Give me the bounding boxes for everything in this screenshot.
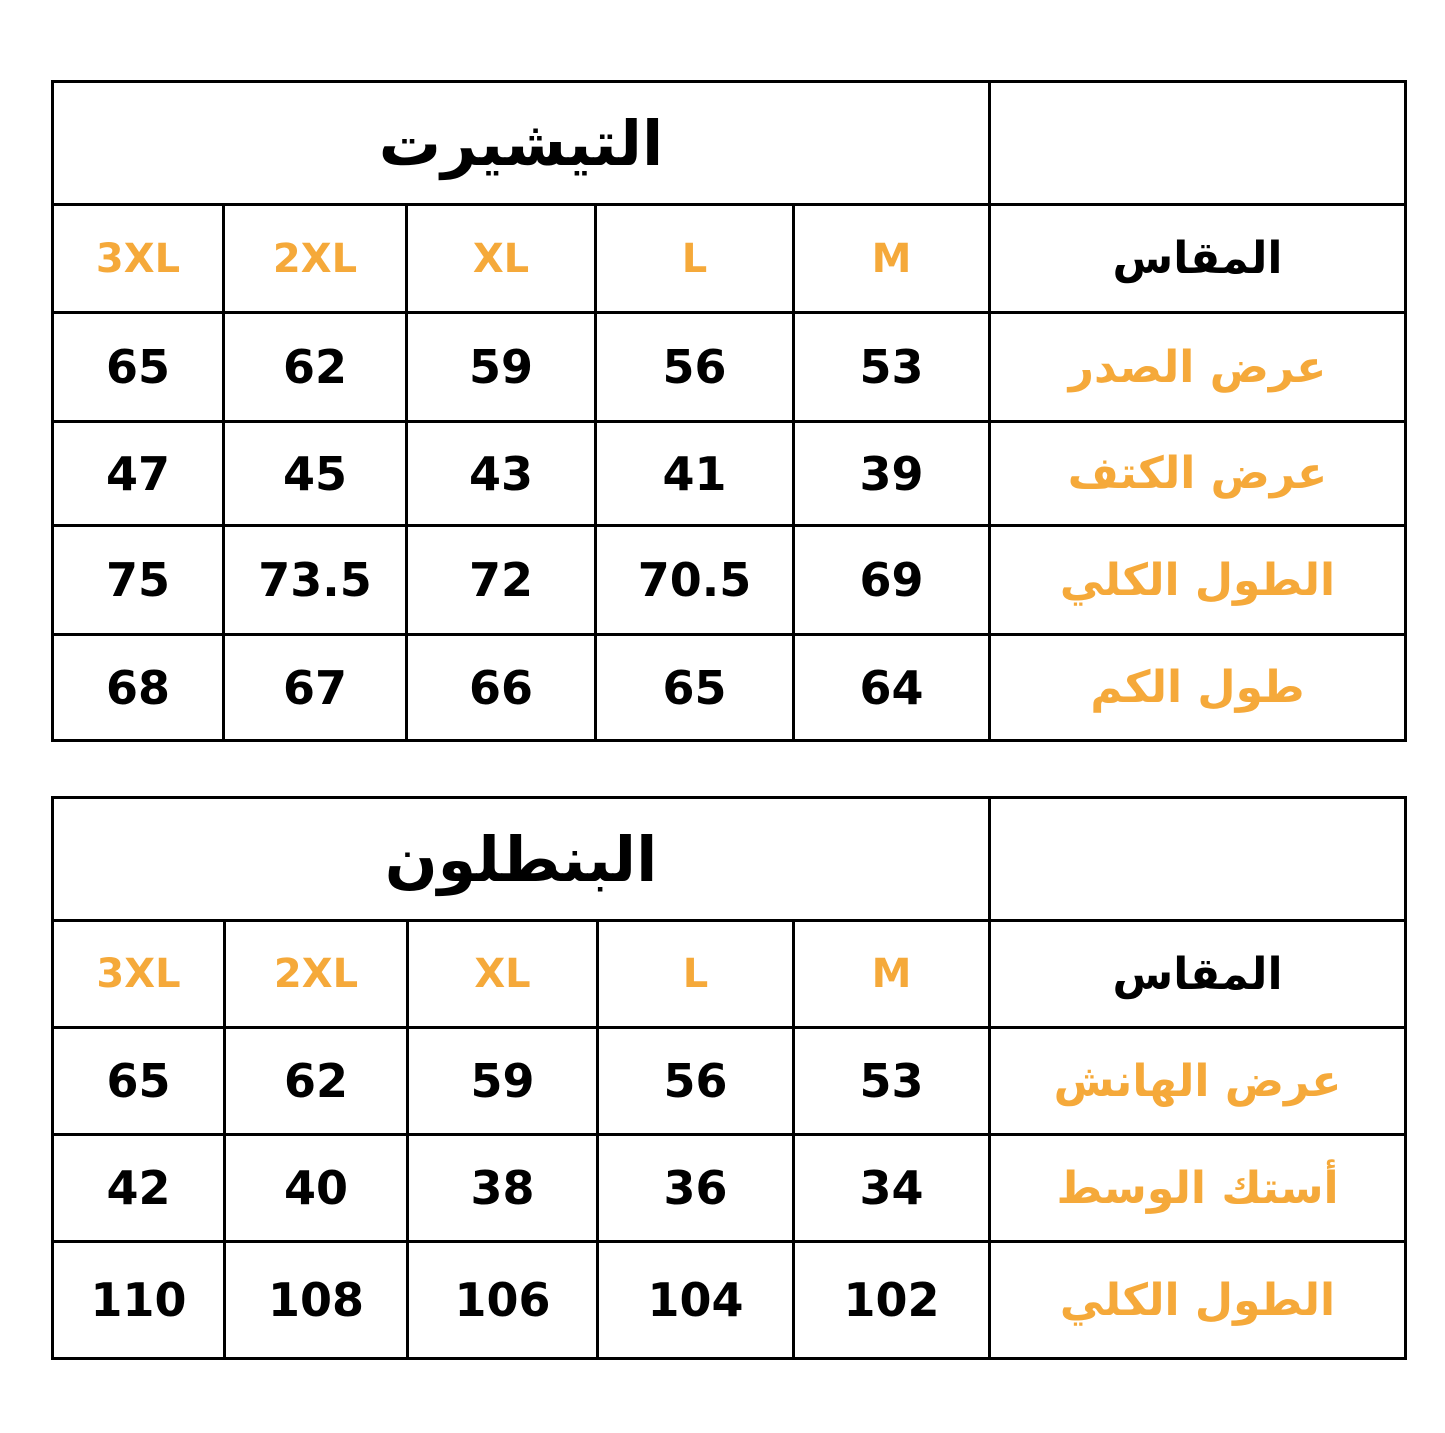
tshirt-size-3xl: 3XL bbox=[53, 205, 224, 313]
pants-hip-3xl: 65 bbox=[53, 1028, 225, 1135]
tshirt-shoulder-3xl: 47 bbox=[53, 422, 224, 526]
tshirt-chest-label: عرض الصدر bbox=[990, 313, 1406, 422]
pants-hip-m: 53 bbox=[794, 1028, 990, 1135]
tshirt-row-sleeve bbox=[53, 635, 1406, 741]
pants-title-row bbox=[53, 798, 1406, 921]
tshirt-size-row bbox=[53, 205, 1406, 313]
pants-length-3xl: 110 bbox=[53, 1242, 225, 1359]
tshirt-shoulder-label: عرض الكتف bbox=[990, 422, 1406, 526]
tshirt-length-m: 69 bbox=[794, 526, 990, 635]
tshirt-chest-l: 56 bbox=[596, 313, 794, 422]
pants-hip-label: عرض الهانش bbox=[990, 1028, 1406, 1135]
pants-title-empty-cell bbox=[990, 798, 1406, 921]
pants-size-l: L bbox=[598, 921, 794, 1028]
pants-waist-2xl: 40 bbox=[225, 1135, 408, 1242]
pants-size-table bbox=[51, 796, 1407, 1360]
pants-row-length bbox=[53, 1242, 1406, 1359]
tshirt-length-l: 70.5 bbox=[596, 526, 794, 635]
tshirt-chest-m: 53 bbox=[794, 313, 990, 422]
tshirt-sleeve-m: 64 bbox=[794, 635, 990, 741]
pants-length-xl: 106 bbox=[408, 1242, 598, 1359]
tshirt-size-m: M bbox=[794, 205, 990, 313]
pants-length-label: الطول الكلي bbox=[990, 1242, 1406, 1359]
pants-title: البنطلون bbox=[53, 798, 990, 921]
tshirt-size-xl: XL bbox=[407, 205, 596, 313]
tshirt-sleeve-3xl: 68 bbox=[53, 635, 224, 741]
tshirt-length-xl: 72 bbox=[407, 526, 596, 635]
pants-row-waist bbox=[53, 1135, 1406, 1242]
tshirt-sleeve-2xl: 67 bbox=[224, 635, 407, 741]
pants-waist-m: 34 bbox=[794, 1135, 990, 1242]
tshirt-sleeve-xl: 66 bbox=[407, 635, 596, 741]
pants-length-2xl: 108 bbox=[225, 1242, 408, 1359]
tshirt-chest-2xl: 62 bbox=[224, 313, 407, 422]
tshirt-sleeve-l: 65 bbox=[596, 635, 794, 741]
tshirt-shoulder-m: 39 bbox=[794, 422, 990, 526]
tshirt-size-header: المقاس bbox=[990, 205, 1406, 313]
tshirt-chest-xl: 59 bbox=[407, 313, 596, 422]
pants-hip-2xl: 62 bbox=[225, 1028, 408, 1135]
tshirt-shoulder-l: 41 bbox=[596, 422, 794, 526]
tshirt-size-2xl: 2XL bbox=[224, 205, 407, 313]
tshirt-row-shoulder bbox=[53, 422, 1406, 526]
pants-length-l: 104 bbox=[598, 1242, 794, 1359]
tshirt-shoulder-xl: 43 bbox=[407, 422, 596, 526]
pants-length-m: 102 bbox=[794, 1242, 990, 1359]
pants-row-hip bbox=[53, 1028, 1406, 1135]
pants-size-row bbox=[53, 921, 1406, 1028]
tshirt-sleeve-label: طول الكم bbox=[990, 635, 1406, 741]
pants-size-3xl: 3XL bbox=[53, 921, 225, 1028]
tshirt-shoulder-2xl: 45 bbox=[224, 422, 407, 526]
tshirt-size-l: L bbox=[596, 205, 794, 313]
pants-waist-l: 36 bbox=[598, 1135, 794, 1242]
pants-hip-l: 56 bbox=[598, 1028, 794, 1135]
pants-hip-xl: 59 bbox=[408, 1028, 598, 1135]
pants-waist-3xl: 42 bbox=[53, 1135, 225, 1242]
pants-waist-xl: 38 bbox=[408, 1135, 598, 1242]
tshirt-title-row bbox=[53, 82, 1406, 205]
tshirt-size-table bbox=[51, 80, 1407, 742]
tshirt-length-2xl: 73.5 bbox=[224, 526, 407, 635]
pants-waist-label: أستك الوسط bbox=[990, 1135, 1406, 1242]
tshirt-length-3xl: 75 bbox=[53, 526, 224, 635]
tshirt-title-empty-cell bbox=[990, 82, 1406, 205]
pants-size-header: المقاس bbox=[990, 921, 1406, 1028]
tshirt-chest-3xl: 65 bbox=[53, 313, 224, 422]
pants-size-2xl: 2XL bbox=[225, 921, 408, 1028]
pants-size-m: M bbox=[794, 921, 990, 1028]
tshirt-title: التيشيرت bbox=[53, 82, 990, 205]
tshirt-row-chest bbox=[53, 313, 1406, 422]
tshirt-length-label: الطول الكلي bbox=[990, 526, 1406, 635]
tshirt-row-length bbox=[53, 526, 1406, 635]
pants-size-xl: XL bbox=[408, 921, 598, 1028]
